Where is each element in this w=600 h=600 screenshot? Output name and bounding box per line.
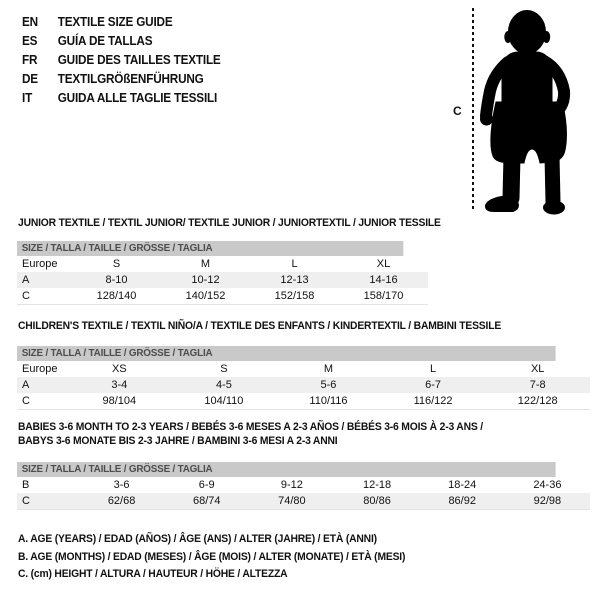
cell: S: [112, 258, 121, 270]
cell: 4-5: [172, 377, 277, 393]
cell: 122/128: [517, 395, 558, 407]
note-b: B. AGE (MONTHS) / EDAD (MESES) / ÂGE (MOIS) / ALTER (MONATE) / ETÀ (MESI): [18, 550, 406, 563]
cell: 14-16: [339, 272, 428, 288]
cell: 68/74: [164, 493, 249, 509]
cell: 152/158: [274, 290, 315, 302]
footnotes: [18, 531, 405, 584]
cell: 80/86: [334, 493, 419, 509]
babies-table-title: [18, 421, 483, 448]
lang-title: GUIDE DES TAILLES TEXTILE: [57, 53, 221, 67]
cell: 6-7: [381, 377, 486, 393]
cell: 3-6: [113, 479, 130, 491]
row-label: Europe: [22, 363, 58, 375]
cell: 18-24: [448, 479, 477, 491]
lang-title: TEXTILGRÖßENFÜHRUNG: [57, 72, 204, 86]
height-c-label: C: [453, 104, 462, 118]
baby-silhouette-icon: [480, 6, 575, 216]
note-a: A. AGE (YEARS) / EDAD (AÑOS) / ÂGE (ANS) / ALTER (JAHRE) / ETÀ (ANNI): [18, 533, 377, 545]
cell: 8-10: [72, 272, 161, 288]
cell: 12-18: [362, 479, 392, 491]
row-label: A: [17, 377, 67, 393]
size-header-bar: SIZE / TALLA / TAILLE / GRÖSSE / TAGLIA: [17, 462, 556, 477]
language-header: [22, 13, 221, 108]
table-row: [17, 393, 590, 409]
cell: 86/92: [420, 493, 505, 509]
cell: 116/122: [413, 395, 453, 407]
lang-title: GUÍA DE TALLAS: [57, 34, 153, 48]
lang-row-es: [22, 32, 221, 51]
cell: 92/98: [505, 493, 590, 509]
cell: M: [200, 258, 211, 270]
lang-row-de: [22, 70, 221, 89]
lang-code: IT: [22, 91, 33, 105]
cell: M: [323, 363, 334, 375]
cell: L: [291, 258, 298, 270]
size-header-bar: SIZE / TALLA / TAILLE / GRÖSSE / TAGLIA: [17, 346, 556, 361]
junior-size-table: [17, 241, 428, 305]
children-size-table: [17, 346, 590, 410]
row-label: B: [22, 479, 30, 491]
table-row: [17, 361, 590, 377]
size-header-bar: SIZE / TALLA / TAILLE / GRÖSSE / TAGLIA: [17, 241, 403, 256]
lang-title: GUIDA ALLE TAGLIE TESSILI: [57, 91, 218, 105]
lang-row-fr: [22, 51, 221, 70]
lang-code: EN: [22, 15, 38, 29]
children-table-title: CHILDREN'S TEXTILE / TEXTIL NIÑO/A / TEXTILE DES ENFANTS / KINDERTEXTIL / BAMBINI TESSILE: [18, 320, 502, 332]
row-label: Europe: [22, 258, 58, 270]
height-dashed-line: [472, 8, 474, 211]
cell: XL: [530, 363, 545, 375]
row-label: C: [17, 493, 79, 509]
cell: 5-6: [276, 377, 381, 393]
cell: 128/140: [96, 290, 137, 302]
lang-title: TEXTILE SIZE GUIDE: [57, 15, 173, 29]
table-row: [17, 493, 590, 509]
cell: 140/152: [185, 290, 226, 302]
lang-row-it: [22, 89, 221, 108]
junior-table-title: JUNIOR TEXTILE / TEXTIL JUNIOR/ TEXTILE JUNIOR / JUNIORTEXTIL / JUNIOR TESSILE: [18, 217, 441, 229]
cell: 110/116: [309, 395, 348, 407]
cell: XS: [111, 363, 127, 375]
cell: 104/110: [204, 395, 244, 407]
cell: 158/170: [363, 290, 404, 302]
babies-title-line1: BABIES 3-6 MONTH TO 2-3 YEARS / BEBÉS 3-6 MESES A 2-3 AÑOS / BÉBÉS 3-6 MOIS À 2-3 ANS /: [18, 421, 483, 433]
table-row: [17, 377, 590, 393]
table-row: [17, 288, 428, 304]
cell: 74/80: [249, 493, 334, 509]
cell: 98/104: [102, 395, 137, 407]
cell: 3-4: [67, 377, 172, 393]
cell: 7-8: [485, 377, 590, 393]
cell: 6-9: [198, 479, 215, 491]
cell: XL: [376, 258, 391, 270]
cell: 24-36: [533, 479, 562, 491]
row-label: C: [22, 290, 30, 302]
cell: 9-12: [280, 479, 303, 491]
cell: 62/68: [79, 493, 164, 509]
lang-code: ES: [22, 34, 38, 48]
babies-size-table: [17, 462, 590, 510]
cell: 12-13: [250, 272, 339, 288]
cell: L: [430, 363, 437, 375]
cell: 10-12: [161, 272, 250, 288]
table-row: [17, 256, 428, 272]
table-row: [17, 477, 590, 493]
lang-code: DE: [22, 72, 38, 86]
babies-title-line2: BABYS 3-6 MONATE BIS 2-3 JAHRE / BAMBINI 3-6 MESI A 2-3 ANNI: [18, 434, 338, 447]
table-row: [17, 272, 428, 288]
row-label: A: [17, 272, 72, 288]
row-label: C: [22, 395, 30, 407]
lang-row-en: [22, 13, 221, 32]
lang-code: FR: [22, 53, 38, 67]
note-c: C. (cm) HEIGHT / ALTURA / HAUTEUR / HÖHE / ALTEZZA: [18, 568, 288, 580]
cell: S: [220, 363, 228, 375]
